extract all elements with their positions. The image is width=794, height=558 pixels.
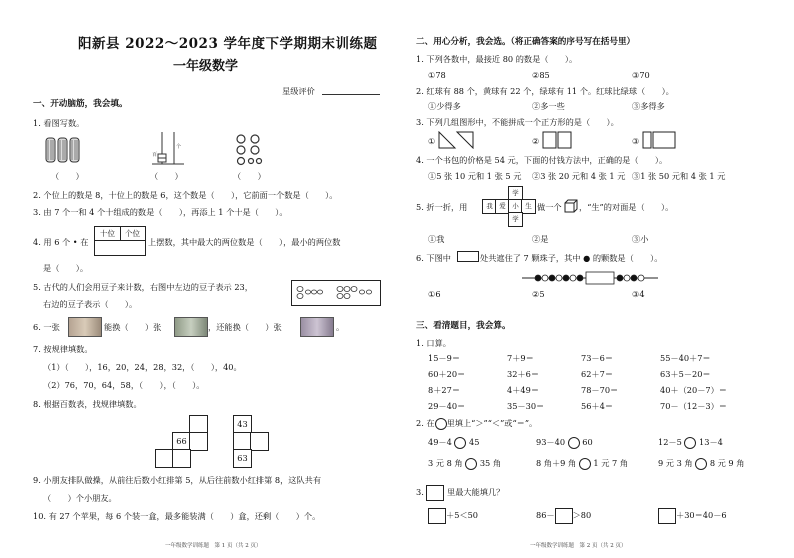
bundled-sticks-icon (44, 134, 84, 164)
q1-blank-3[interactable]: （ ） (233, 171, 266, 181)
net-cell-1: 我 (482, 199, 497, 214)
q1-blank-2[interactable]: （ ） (150, 171, 183, 181)
compare-left: 9 元 3 角 (658, 458, 693, 468)
section-2-heading: 二、用心分析，我会选。（将正确答案的序号写在括号里） (416, 37, 636, 47)
question-2: 2. 个位上的数是 8，十位上的数是 6，这个数是（ ），它前面一个数是（ ）。 (33, 190, 338, 200)
choice-1-opt1[interactable]: ①78 (428, 70, 446, 80)
choice-5-prefix: 5. 折一折，用 (416, 202, 468, 212)
calc-1: 1. 口算。 (416, 338, 451, 348)
calc-3-suffix: 里最大能填几？ (447, 487, 505, 497)
choice-4-opt3[interactable]: ③1 张 50 元和 4 张 1 元 (632, 171, 726, 181)
compare-left: 12－5 (658, 437, 682, 447)
question-6-c: ，还能换（ ）张 (208, 322, 282, 332)
fill-item-1 (428, 508, 478, 524)
choice-6-prefix: 6. 下图中 (416, 253, 451, 263)
calc-r1c2[interactable]: 7＋9＝ (507, 353, 534, 363)
choice-5-opt1[interactable]: ①我 (428, 234, 445, 244)
compare-right: 45 (469, 437, 480, 447)
section-1-heading: 一、开动脑筋，我会填。 (33, 99, 128, 109)
question-6-a: 6. 一张 (33, 322, 60, 332)
question-10: 10. 有 27 个苹果，每 6 个装一盒，最多能装满（ ）盒，还剩（ ）个。 (33, 511, 321, 521)
compare-right: 13－4 (699, 437, 723, 447)
choice-4-opt1[interactable]: ①5 张 10 元和 1 张 5 元 (428, 171, 522, 181)
choice-5-opt2[interactable]: ②是 (532, 234, 549, 244)
compare-left: 3 元 8 角 (428, 458, 463, 468)
choice-6-opt2[interactable]: ②5 (532, 289, 545, 299)
choice-2-opt2[interactable] (532, 102, 565, 110)
ones-column-label: 个位 (120, 227, 145, 241)
place-value-chart (94, 226, 146, 256)
beans-icon (292, 281, 380, 305)
fill-blank[interactable] (428, 508, 446, 524)
banknote-20-icon (300, 317, 334, 337)
question-4-line2: 是（ ）。 (43, 263, 89, 273)
choice-2-text2: 多一些 (540, 101, 565, 111)
compare-blank[interactable] (579, 458, 591, 470)
page-subtitle: 一年级数学 (173, 59, 239, 74)
choice-2-mark1: ① (428, 101, 437, 111)
net-cell-bottom: 学 (508, 212, 523, 227)
choice-5-middle: 做一个 (537, 202, 562, 212)
shapes-3-icon (642, 131, 676, 149)
compare-r1-3 (658, 437, 723, 449)
abacus-icon (150, 128, 186, 168)
fill-text: ＋30＝40－6 (676, 510, 727, 520)
calc-r1c4[interactable]: 55－40＋7＝ (660, 353, 711, 363)
choice-2-opt1[interactable] (428, 102, 461, 110)
grid-cell-d[interactable] (172, 449, 191, 468)
compare-left: 8 角＋9 角 (536, 458, 577, 468)
svg-text:个: 个 (176, 144, 182, 150)
answer-box-icon (426, 485, 444, 501)
calc-r4c2[interactable]: 35－30＝ (507, 401, 545, 411)
rating-label: 星级评价 (282, 86, 315, 96)
choice-5-opt3[interactable]: ③小 (632, 234, 649, 244)
compare-circle-icon (435, 418, 447, 430)
calc-r3c1[interactable]: 8＋27＝ (428, 385, 461, 395)
compare-blank[interactable] (568, 437, 580, 449)
question-8: 8. 根据百数表，找规律填数。 (33, 399, 142, 409)
calc-r4c1[interactable]: 29－40＝ (428, 401, 466, 411)
net-cell-2: 爱 (495, 199, 510, 214)
fill-text: 86－ (536, 510, 555, 520)
compare-blank[interactable] (695, 458, 707, 470)
compare-blank[interactable] (454, 437, 466, 449)
question-5-line1: 5. 古代的人们会用豆子来计数，右图中左边的豆子表示 23， (33, 282, 253, 292)
right-footer: 一年级数学训练题 第 2 页（共 2 页） (530, 543, 627, 549)
choice-6-opt3[interactable]: ③4 (632, 289, 645, 299)
net-cell-4: 生 (521, 199, 536, 214)
choice-6-opt1[interactable]: ①6 (428, 289, 441, 299)
calc-3-prefix: 3. (416, 487, 424, 497)
question-7-part2: （2）76，70，64，58，（ ），（ ）。 (43, 380, 205, 390)
choice-6-body: 处共遮住了 7 颗珠子，其中 ● 的颗数是（ ）。 (480, 253, 663, 263)
choice-2-text1: 少得多 (436, 101, 461, 111)
calc-2-prefix: 2. 在 (416, 418, 435, 428)
question-5-line2: 右边的豆子表示（ ）。 (43, 299, 138, 309)
grid-cell-43: 43 (233, 415, 252, 434)
rings-icon (233, 132, 269, 166)
svg-text:百: 百 (152, 152, 158, 158)
choice-2-mark2: ② (532, 101, 541, 111)
grid-cell-b[interactable] (189, 432, 208, 451)
cube-icon (564, 199, 578, 213)
question-1: 1. 看图写数。 (33, 118, 85, 128)
fill-blank[interactable] (658, 508, 676, 524)
cover-box-icon (457, 251, 479, 262)
choice-5-suffix: ，“生”的对面是（ ）。 (579, 202, 674, 212)
choice-2: 2. 红球有 88 个，黄球有 22 个，绿球有 11 个。红球比绿球（ ）。 (416, 86, 674, 96)
rating-line (322, 94, 380, 95)
compare-left: 93－40 (536, 437, 566, 447)
compare-right: 1 元 7 角 (593, 458, 629, 468)
choice-3-opt3[interactable]: ③ (632, 136, 640, 146)
left-footer: 一年级数学训练题 第 1 页（共 2 页） (165, 543, 262, 549)
question-3: 3. 由 7 个一和 4 个十组成的数是（ ），再添上 1 个十是（ ）。 (33, 207, 288, 217)
calc-r2c4[interactable]: 63＋5－20＝ (660, 369, 711, 379)
choice-2-text3: 多得多 (640, 101, 665, 111)
compare-blank[interactable] (465, 458, 477, 470)
compare-right: 35 角 (479, 458, 502, 468)
question-9-line1: 9. 小朋友排队做操，从前往后数小红排第 5，从后往前数小红排第 8，这队共有 (33, 475, 322, 485)
choice-2-mark3: ③ (632, 101, 641, 111)
question-6-d: 。 (336, 322, 345, 332)
beads-string-icon (520, 268, 660, 286)
shapes-2-icon (542, 131, 572, 149)
compare-left: 49－4 (428, 437, 452, 447)
compare-r1-1 (428, 437, 479, 449)
compare-r2-1 (428, 458, 501, 470)
calc-r3c3[interactable]: 78－70＝ (581, 385, 619, 395)
question-6-b: 能换（ ）张 (104, 322, 162, 332)
calc-r1c1[interactable]: 15－9＝ (428, 353, 461, 363)
choice-1: 1. 下列各数中，最接近 80 的数是（ ）。 (416, 54, 578, 64)
calc-r1c3[interactable]: 73－6＝ (581, 353, 614, 363)
fill-item-3 (658, 508, 727, 524)
page-title: 阳新县 2022～2023 学年度下学期期末训练题 (78, 36, 378, 52)
calc-r2c3[interactable]: 62＋7＝ (581, 369, 614, 379)
net-cell-3: 小 (508, 199, 523, 214)
compare-blank[interactable] (684, 437, 696, 449)
calc-2-suffix: 里填上“＞”“＜”或“＝”。 (446, 418, 538, 428)
shapes-1-icon (438, 131, 474, 149)
fill-text: ＞80 (572, 510, 592, 520)
compare-r2-2 (536, 458, 628, 470)
net-cell-top: 学 (508, 186, 523, 201)
compare-r2-3 (658, 458, 744, 470)
banknote-50-icon (174, 317, 208, 337)
section-3-heading: 三、看清题目，我会算。 (416, 321, 511, 331)
question-7: 7. 按规律填数。 (33, 344, 93, 354)
compare-right: 8 元 9 角 (709, 458, 745, 468)
banknote-100-icon (68, 317, 102, 337)
compare-r1-2 (536, 437, 593, 449)
calc-r4c4[interactable]: 70－（12－3）＝ (660, 401, 727, 411)
question-4-prefix: 4. 用 6 个 • 在 (33, 237, 89, 247)
choice-3: 3. 下列几组图形中，不能拼成一个正方形的是（ ）。 (416, 117, 619, 127)
beans-picture (291, 280, 381, 306)
grid-cell-66: 66 (172, 432, 191, 451)
q1-blank-1[interactable]: （ ） (51, 171, 84, 181)
calc-3-row (416, 485, 504, 501)
calc-r2c1[interactable]: 60＋20＝ (428, 369, 466, 379)
choice-3-opt1[interactable]: ① (428, 136, 436, 146)
question-9-line2: （ ）个小朋友。 (43, 493, 117, 503)
calc-r3c4[interactable]: 40＋（20－7）＝ (660, 385, 727, 395)
choice-1-opt2[interactable]: ②85 (532, 70, 550, 80)
fill-item-2 (536, 508, 591, 524)
choice-2-opt3[interactable] (632, 102, 665, 110)
tens-column-label: 十位 (95, 227, 121, 241)
choice-1-opt3[interactable]: ③70 (632, 70, 650, 80)
fill-blank[interactable] (555, 508, 573, 524)
compare-right: 60 (582, 437, 593, 447)
choice-3-opt2[interactable]: ② (532, 136, 540, 146)
grid-cell-f[interactable] (250, 432, 269, 451)
calc-2-row (416, 418, 537, 430)
fill-text: ＋5＜50 (446, 510, 479, 520)
choice-4: 4. 一个书包的价格是 54 元，下面的付钱方法中，正确的是（ ）。 (416, 155, 668, 165)
calc-r2c2[interactable]: 32＋6＝ (507, 369, 540, 379)
calc-r3c2[interactable]: 4＋49＝ (507, 385, 540, 395)
question-7-part1: （1）（ ），16，20，24，28，32，（ ），40。 (43, 362, 242, 372)
question-4-body: 上摆数，其中最大的两位数是（ ），最小的两位数 (148, 237, 341, 247)
grid-cell-63: 63 (233, 449, 252, 468)
choice-4-opt2[interactable]: ②3 张 20 元和 4 张 1 元 (532, 171, 626, 181)
calc-r4c3[interactable]: 56＋4＝ (581, 401, 614, 411)
